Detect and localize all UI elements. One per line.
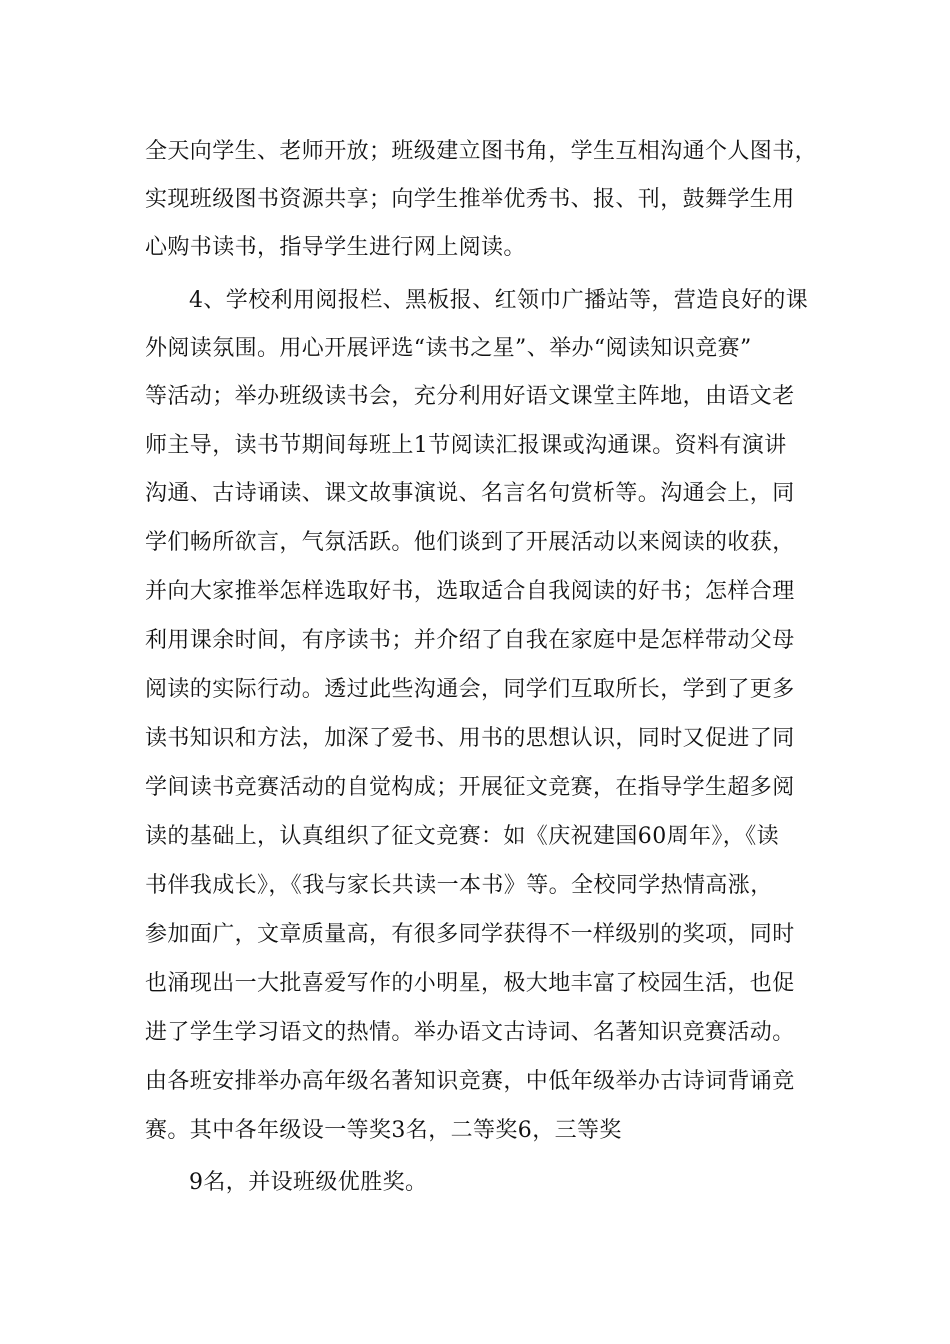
text-line: 书伴我成长》，《我与家长共读一本书》等。全校同学热情高涨， bbox=[145, 873, 773, 898]
text-line: 读的基础上，认真组织了征文竞赛：如《庆祝建国60周年》，《读 bbox=[145, 824, 779, 849]
text-line: 也涌现出一大批喜爱写作的小明星，极大地丰富了校园生活，也促 bbox=[145, 971, 795, 996]
text-line: 利用课余时间，有序读书；并介绍了自我在家庭中是怎样带动父母 bbox=[145, 628, 795, 653]
text-line: 实现班级图书资源共享；向学生推举优秀书、报、刊，鼓舞学生用 bbox=[145, 187, 795, 212]
text-line: 阅读的实际行动。透过此些沟通会，同学们互取所长，学到了更多 bbox=[145, 677, 795, 702]
text-line: 赛。其中各年级设一等奖3名，二等奖6，三等奖 bbox=[145, 1118, 622, 1143]
text-line: 9名，并设班级优胜奖。 bbox=[189, 1170, 428, 1195]
text-line: 4、学校利用阅报栏、黑板报、红领巾广播站等，营造良好的课 bbox=[189, 288, 809, 313]
text-line: 沟通、古诗诵读、课文故事演说、名言名句赏析等。沟通会上，同 bbox=[145, 481, 795, 506]
text-line: 全天向学生、老师开放；班级建立图书角，学生互相沟通个人图书， bbox=[145, 139, 818, 164]
text-line: 读书知识和方法，加深了爱书、用书的思想认识，同时又促进了同 bbox=[145, 726, 795, 751]
text-line: 学间读书竞赛活动的自觉构成；开展征文竞赛，在指导学生超多阅 bbox=[145, 775, 795, 800]
text-line: 参加面广，文章质量高，有很多同学获得不一样级别的奖项，同时 bbox=[145, 922, 795, 947]
text-line: 进了学生学习语文的热情。举办语文古诗词、名著知识竞赛活动。 bbox=[145, 1020, 795, 1045]
text-line: 并向大家推举怎样选取好书，选取适合自我阅读的好书；怎样合理 bbox=[145, 579, 795, 604]
text-line: 由各班安排举办高年级名著知识竞赛，中低年级举办古诗词背诵竞 bbox=[145, 1069, 795, 1094]
text-line: 心购书读书，指导学生进行网上阅读。 bbox=[145, 235, 526, 260]
text-line: 外阅读氛围。用心开展评选“读书之星”、举办“阅读知识竞赛” bbox=[145, 336, 752, 361]
text-line: 师主导，读书节期间每班上1节阅读汇报课或沟通课。资料有演讲 bbox=[145, 433, 787, 458]
text-line: 等活动；举办班级读书会，充分利用好语文课堂主阵地，由语文老 bbox=[145, 384, 795, 409]
text-line: 学们畅所欲言，气氛活跃。他们谈到了开展活动以来阅读的收获， bbox=[145, 530, 795, 555]
